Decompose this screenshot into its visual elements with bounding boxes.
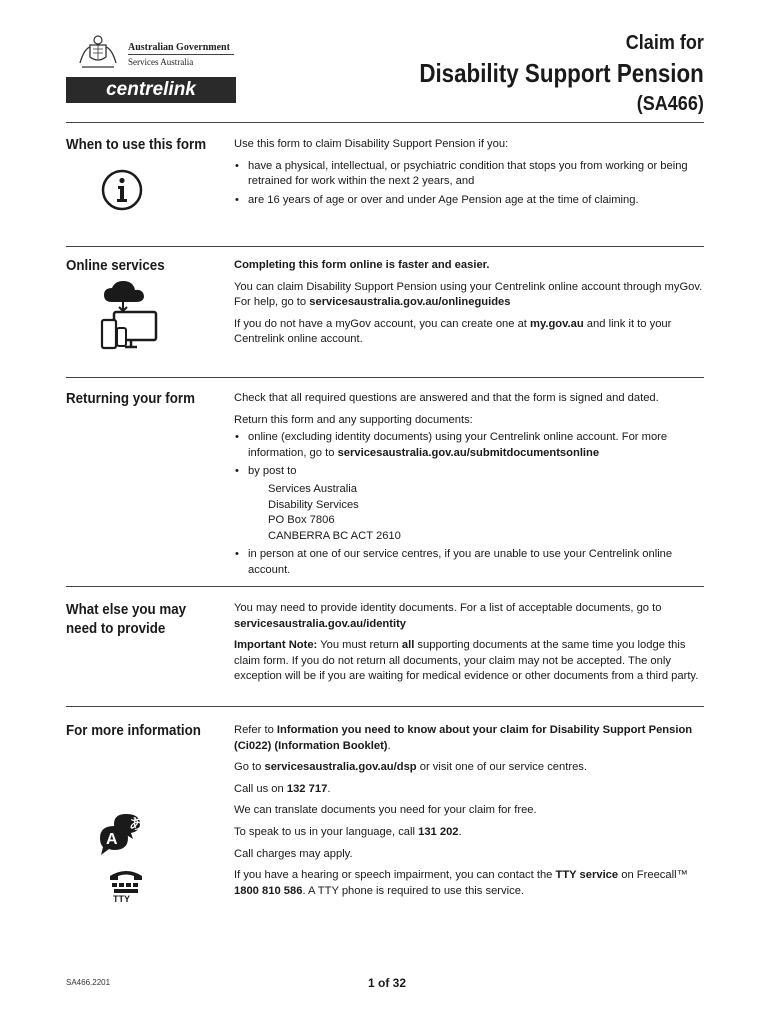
lang-hiragana-glyph: あ: [129, 817, 143, 833]
page-number: 1 of 32: [368, 976, 407, 990]
when-intro: Use this form to claim Disability Support Pension if you:: [234, 138, 509, 150]
more-info-language: To speak to us in your language, call 131 202.: [234, 825, 462, 838]
form-code: (SA466): [636, 93, 704, 115]
form-version-code: SA466.2201: [66, 978, 111, 987]
what-else-body: [234, 601, 714, 691]
section-title-when: When to use this form: [66, 137, 207, 153]
online-para-2: You can claim Disability Support Pension using your Centrelink online account through myGov. For help, go to servicesaustralia.gov.au/onlineguides: [234, 280, 703, 309]
online-lead: Completing this form online is faster and easier.: [234, 259, 490, 271]
section-divider: [66, 706, 704, 707]
address-line: Disability Services: [268, 498, 359, 511]
returning-body: [234, 391, 714, 585]
title-line-2: Disability Support Pension: [419, 58, 704, 88]
tty-phone-number[interactable]: 1800 810 586: [234, 884, 303, 897]
returning-para-2: Return this form and any supporting documents:: [234, 413, 473, 426]
more-info-translate: We can translate documents you need for your claim for free.: [234, 804, 537, 817]
section-title-returning: Returning your form: [66, 391, 195, 407]
when-list: [234, 159, 714, 209]
booklet-reference: Information you need to know about your claim for Disability Support Pension (Ci022) (Information Booklet): [234, 724, 693, 752]
address-line: CANBERRA BC ACT 2610: [268, 529, 401, 542]
when-bullet-1: • have a physical, intellectual, or psychiatric condition that stops you from working or being retrained for work within the next 2 years, and: [234, 159, 714, 190]
agency-name: Services Australia: [128, 57, 194, 67]
phone-number[interactable]: 132 717: [286, 782, 328, 795]
address-line: PO Box 7806: [268, 514, 335, 527]
address-line: Services Australia: [268, 482, 357, 495]
section-title-what-else: What else you may need to provide: [66, 602, 187, 637]
more-info-call: Call us on 132 717.: [234, 782, 331, 795]
lang-a-glyph: A: [106, 831, 118, 848]
tty-label: TTY: [113, 894, 130, 904]
devices-cloud-icon: [98, 280, 162, 352]
tty-icon: [106, 868, 146, 908]
tty-phone-icon: [106, 868, 146, 896]
identity-link[interactable]: servicesaustralia.gov.au/identity: [234, 617, 407, 630]
section-title-more-info: For more information: [66, 723, 201, 739]
dsp-link[interactable]: servicesaustralia.gov.au/dsp: [264, 761, 417, 774]
language-icon: [98, 812, 160, 858]
postal-address: [248, 482, 714, 544]
more-info-para-1: Refer to Information you need to know about your claim for Disability Support Pension (Ci022) (Information Booklet).: [234, 724, 693, 752]
government-name: Australian Government: [128, 42, 230, 53]
coat-of-arms-icon: [76, 33, 120, 71]
returning-para-1: Check that all required questions are answered and that the form is signed and dated.: [234, 392, 659, 404]
more-info-tty: If you have a hearing or speech impairment, you can contact the TTY service on Freecall™ 1800 810 586. A TTY phone is required to use this service.: [234, 869, 688, 897]
more-info-para-2: Go to servicesaustralia.gov.au/dsp or visit one of our service centres.: [234, 761, 587, 774]
mygov-link[interactable]: my.gov.au: [530, 317, 584, 330]
section-divider: [66, 122, 704, 123]
online-body: [234, 258, 714, 354]
section-divider: [66, 246, 704, 247]
section-divider: [66, 377, 704, 378]
submitdocuments-link[interactable]: servicesaustralia.gov.au/submitdocumentsonline: [337, 446, 600, 459]
section-divider: [66, 586, 704, 587]
logo-divider: [128, 54, 234, 55]
returning-list: [234, 430, 714, 578]
info-icon: [100, 168, 144, 212]
section-title-online: Online services: [66, 258, 165, 274]
returning-bullet-in-person: • in person at one of our service centres, if you are unable to use your Centrelink online account.: [234, 547, 714, 578]
more-info-body: [234, 723, 714, 905]
what-else-para-1: You may need to provide identity documents. For a list of acceptable documents, go to servicesaustralia.gov.au/identity: [234, 602, 662, 630]
online-para-3: If you do not have a myGov account, you can create one at my.gov.au and link it to your Centrelink online account.: [234, 317, 672, 346]
title-line-1: Claim for: [625, 32, 704, 54]
returning-bullet-post: • by post to Services Australia Disability Services PO Box 7806 CANBERRA BC ACT 2610: [234, 464, 714, 544]
important-note: Important Note: You must return all supporting documents at the same time you lodge this claim form. If you do not return all documents, your claim may not be accepted. The only exception will be if you are waiting for medical evidence or other documents from a third party.: [234, 639, 699, 683]
language-phone-number[interactable]: 131 202: [418, 825, 459, 838]
when-bullet-2: • are 16 years of age or over and under Age Pension age at the time of claiming.: [234, 193, 714, 209]
when-body: [234, 137, 714, 214]
centrelink-brand: centrelink: [66, 77, 236, 103]
returning-bullet-online: • online (excluding identity documents) using your Centrelink online account. For more information, go to servicesaustralia.gov.au/submitdocumentsonline: [234, 430, 714, 461]
onlineguides-link[interactable]: servicesaustralia.gov.au/onlineguides: [309, 296, 511, 309]
more-info-charges: Call charges may apply.: [234, 847, 353, 860]
form-title: [373, 30, 704, 118]
